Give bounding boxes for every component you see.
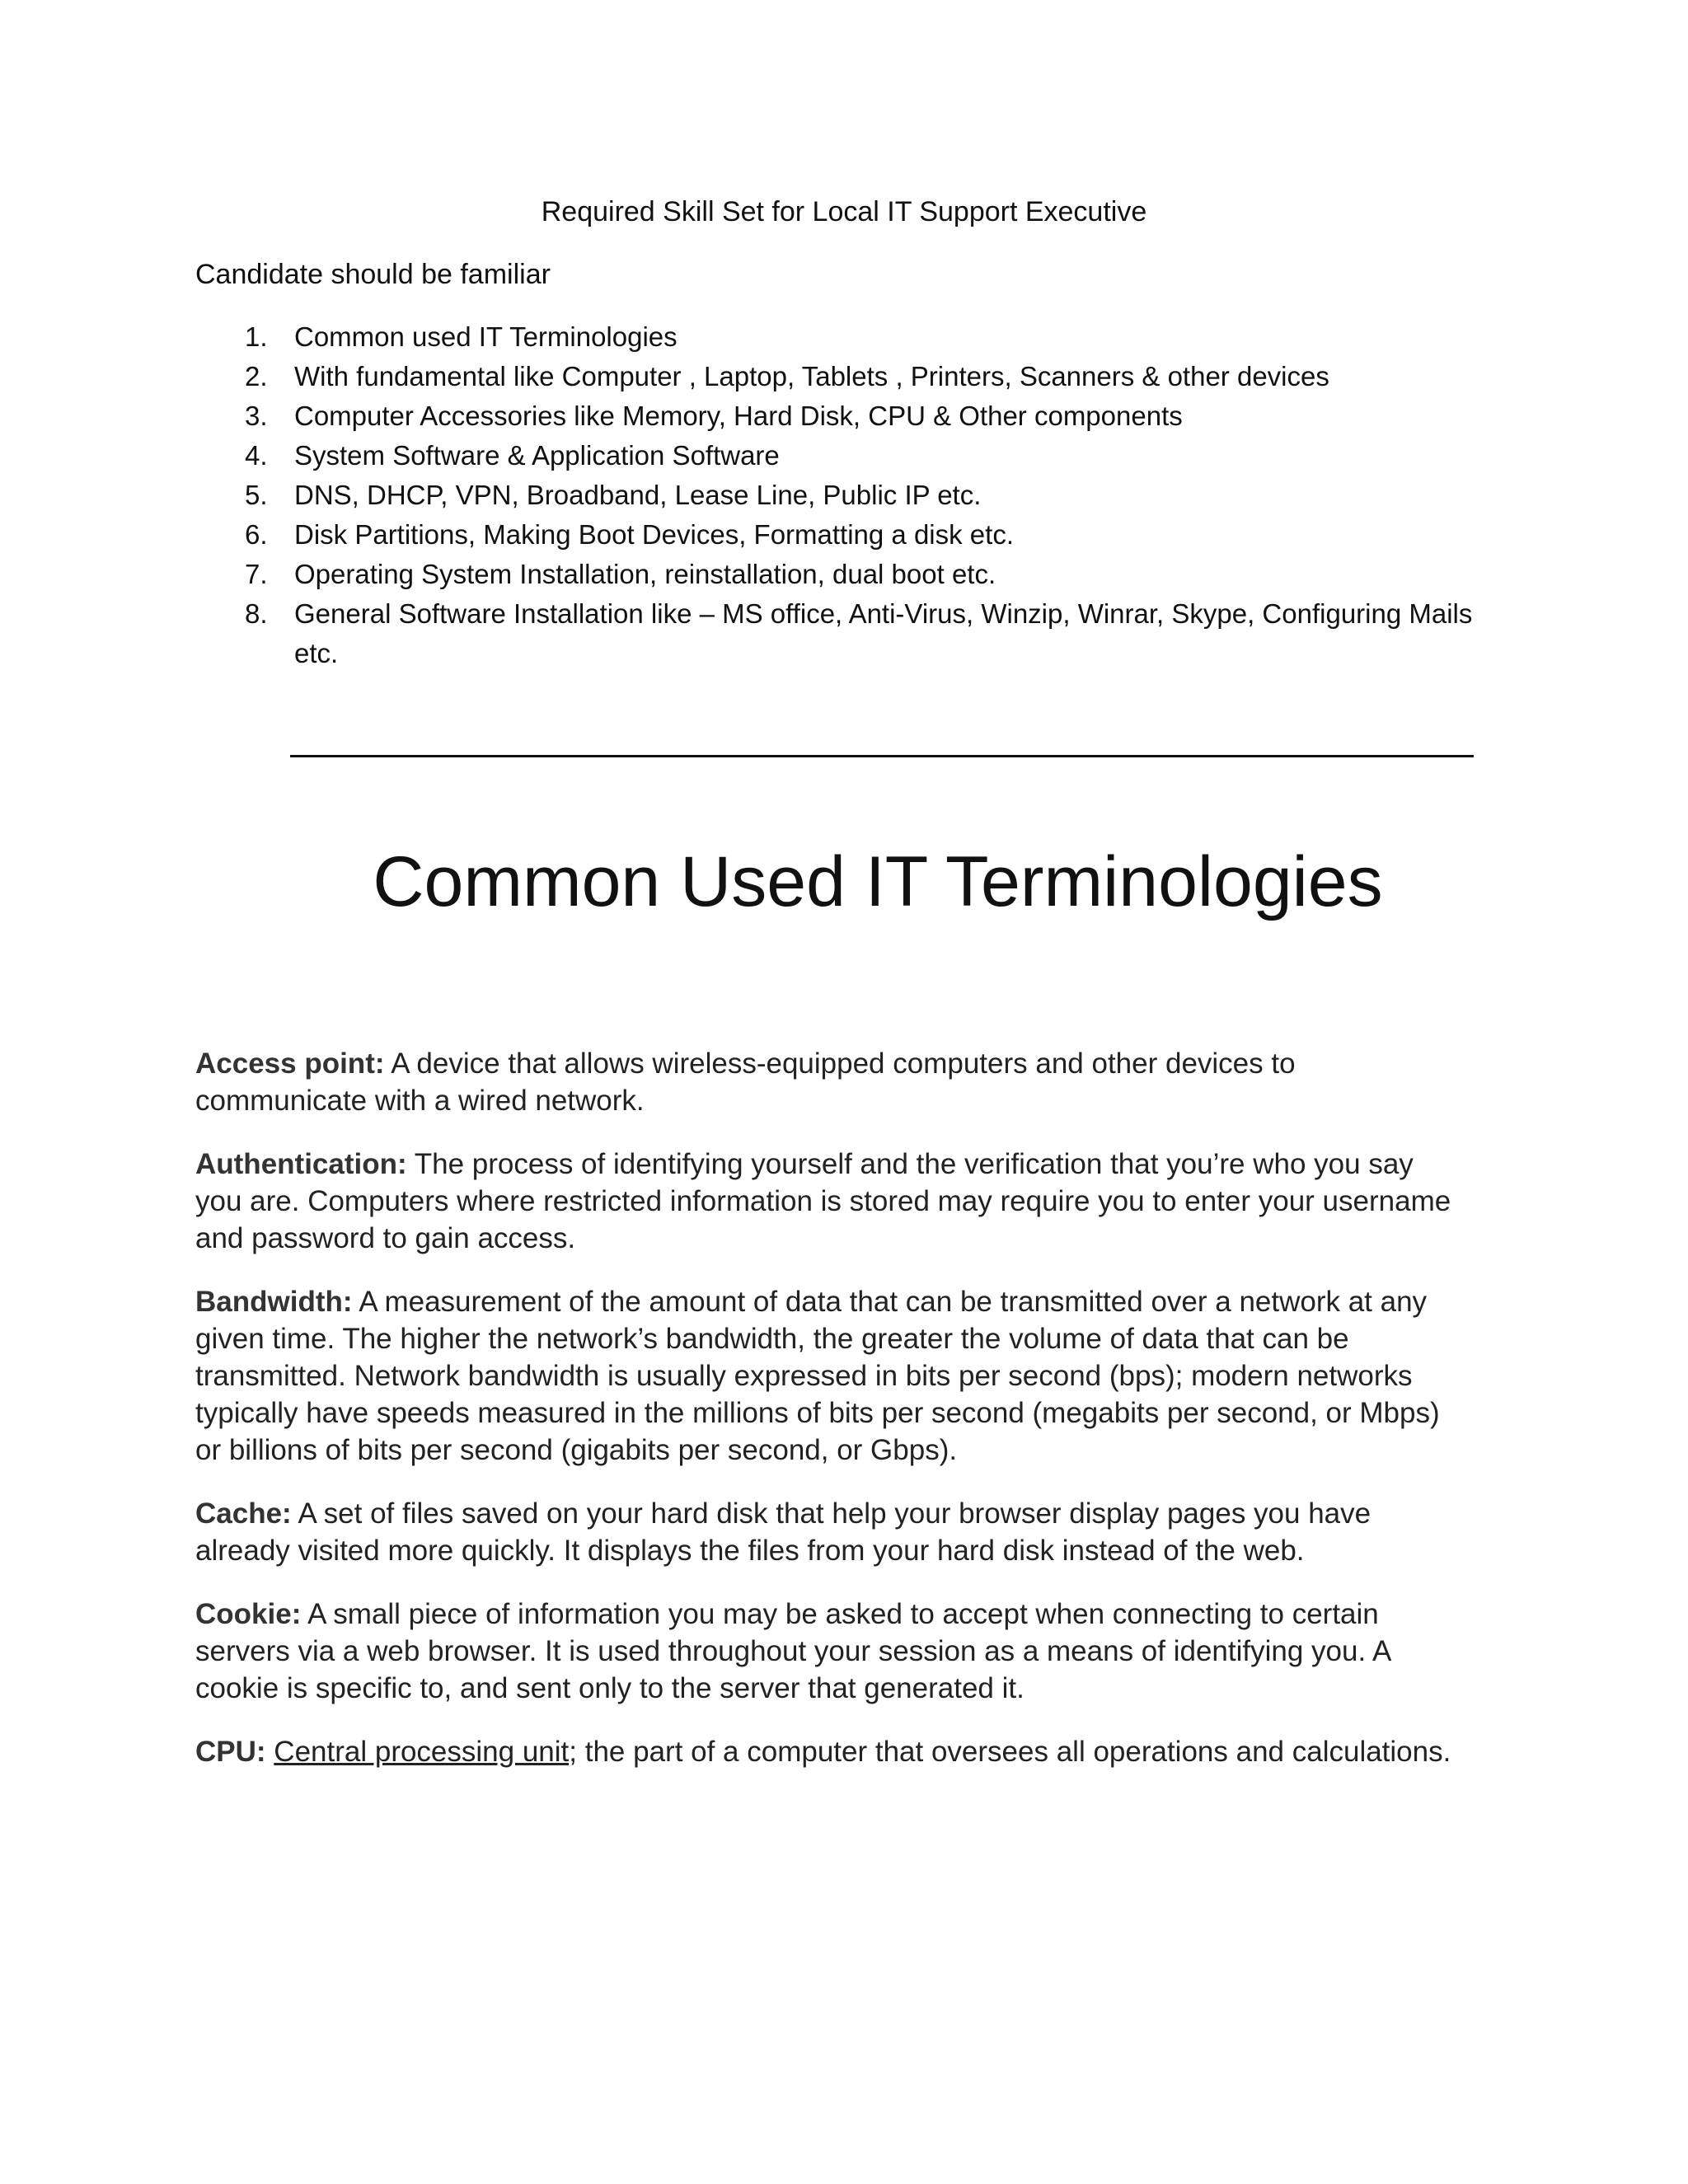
glossary-entry-access-point xyxy=(195,1045,1465,1119)
list-item-text: Common used IT Terminologies xyxy=(294,321,678,352)
list-item-number: 6. xyxy=(245,519,268,550)
glossary-term: Cookie: xyxy=(195,1598,302,1630)
glossary-definition: A device that allows wireless-equipped computers and other devices to communicate with a wired network. xyxy=(195,1047,1296,1117)
list-item-number: 2. xyxy=(245,361,268,391)
list-item-number: 1. xyxy=(245,321,268,352)
glossary-term: CPU: xyxy=(195,1736,266,1768)
intro-text: Candidate should be familiar xyxy=(195,259,551,290)
glossary-entry-cache xyxy=(195,1495,1465,1569)
glossary-definition: the part of a computer that oversees all operations and calculations. xyxy=(577,1736,1451,1768)
list-item xyxy=(195,317,1481,357)
list-item xyxy=(195,594,1481,673)
list-item xyxy=(195,357,1481,396)
list-item-number: 3. xyxy=(245,401,268,431)
document-title: Required Skill Set for Local IT Support Executive xyxy=(541,196,1147,227)
glossary-entry-authentication xyxy=(195,1146,1465,1257)
section-heading: Common Used IT Terminologies xyxy=(373,842,1383,921)
list-item xyxy=(195,396,1481,436)
list-item xyxy=(195,476,1481,515)
list-item-text: Disk Partitions, Making Boot Devices, Formatting a disk etc. xyxy=(294,519,1014,550)
list-item-text: General Software Installation like – MS office, Anti-Virus, Winzip, Winrar, Skype, Configuring Mails etc. xyxy=(294,598,1473,668)
list-item-number: 8. xyxy=(245,598,268,629)
glossary-term: Bandwidth: xyxy=(195,1286,353,1318)
glossary-term: Access point: xyxy=(195,1047,385,1080)
glossary-definition: A measurement of the amount of data that can be transmitted over a network at any given time. The higher the network’s bandwidth, the greater the volume of data that can be transmitted. Network bandwidth is usually expressed in bits per second (bps); modern networks typically have speeds measured in the millions of bits per second (megabits per second, or Mbps) or billions of bits per second (gigabits per second, or Gbps). xyxy=(195,1286,1440,1466)
glossary-entry-cookie xyxy=(195,1596,1465,1707)
list-item-number: 7. xyxy=(245,559,268,589)
glossary-definition: A small piece of information you may be asked to accept when connecting to certain servers via a web browser. It is used throughout your session as a means of identifying you. A cookie is specific to, and sent only to the server that generated it. xyxy=(195,1598,1390,1704)
glossary-entry-cpu xyxy=(195,1733,1465,1770)
horizontal-divider xyxy=(290,755,1474,757)
list-item-text: System Software & Application Software xyxy=(294,440,780,471)
glossary-term: Cache: xyxy=(195,1497,292,1530)
list-item-number: 5. xyxy=(245,480,268,510)
list-item-text: Operating System Installation, reinstallation, dual boot etc. xyxy=(294,559,996,589)
list-item-text: Computer Accessories like Memory, Hard Disk, CPU & Other components xyxy=(294,401,1183,431)
list-item xyxy=(195,555,1481,594)
glossary xyxy=(195,1045,1465,1797)
glossary-definition: A set of files saved on your hard disk that help your browser display pages you have already visited more quickly. It displays the files from your hard disk instead of the web. xyxy=(195,1497,1372,1567)
list-item xyxy=(195,436,1481,476)
glossary-term: Authentication: xyxy=(195,1148,407,1180)
glossary-definition: The process of identifying yourself and the verification that you’re who you say you are. Computers where restricted information is stored may require you to enter your username and password to gain access. xyxy=(195,1148,1451,1254)
list-item-text: With fundamental like Computer , Laptop, Tablets , Printers, Scanners & other devices xyxy=(294,361,1329,391)
skills-list xyxy=(195,317,1481,673)
list-item-number: 4. xyxy=(245,440,268,471)
glossary-link-central-processing-unit[interactable]: Central processing unit; xyxy=(274,1736,577,1768)
list-item xyxy=(195,515,1481,555)
list-item-text: DNS, DHCP, VPN, Broadband, Lease Line, Public IP etc. xyxy=(294,480,982,510)
glossary-entry-bandwidth xyxy=(195,1283,1465,1469)
